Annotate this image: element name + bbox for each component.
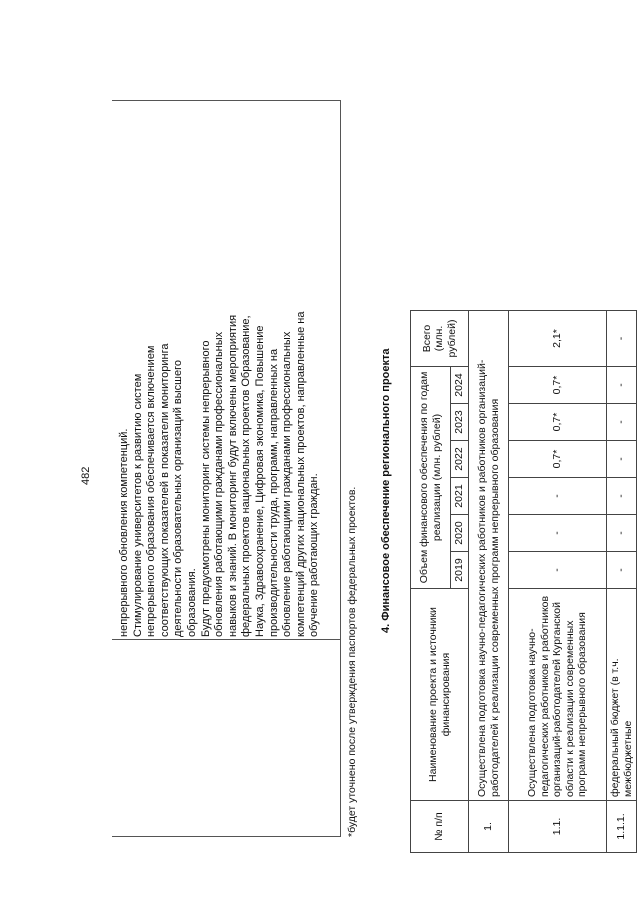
header-name: Наименование проекта и источники финансирования bbox=[411, 589, 469, 801]
header-volume: Объем финансового обеспечения по годам реализации (млн. рублей) bbox=[411, 367, 451, 589]
header-year: 2022 bbox=[451, 441, 469, 478]
upper-text-line: Будут предусмотрены мониторинг системы непрерывного bbox=[199, 340, 212, 637]
section-title: 4. Финансовое обеспечение регионального проекта bbox=[380, 348, 392, 633]
upper-text-line: непрерывного обновления компетенций. bbox=[118, 428, 130, 637]
upper-table-column-divider bbox=[112, 639, 340, 640]
header-total: Всего (млн. рублей) bbox=[411, 311, 469, 367]
row-value: - bbox=[607, 552, 637, 589]
header-num: № п/п bbox=[411, 801, 469, 853]
finance-table bbox=[410, 310, 637, 853]
row-value: - bbox=[607, 404, 637, 441]
header-row bbox=[411, 311, 451, 853]
upper-table-text bbox=[118, 105, 322, 637]
header-year: 2021 bbox=[451, 478, 469, 515]
row-num: 1.1. bbox=[509, 801, 607, 853]
upper-text-line: Стимулирование университетов к развитию систем bbox=[131, 373, 144, 637]
upper-text-line: компетенций других национальных проектов, направленные на bbox=[294, 311, 307, 637]
row-value: - bbox=[607, 515, 637, 552]
upper-text-line: непрерывного образования обеспечивается включением bbox=[145, 345, 158, 637]
upper-text-line: соответствующих показателей в показатели мониторинга bbox=[158, 343, 171, 637]
header-year: 2023 bbox=[451, 404, 469, 441]
row-value: - bbox=[509, 515, 607, 552]
upper-text-line: обновления работающими гражданами профессиональных bbox=[213, 331, 226, 637]
upper-text-line: обучение работающих граждан. bbox=[308, 473, 321, 637]
upper-text-line: обновление работающими гражданами профессиональных bbox=[281, 331, 294, 637]
header-year: 2019 bbox=[451, 552, 469, 589]
footnote: *будет уточнено после утверждения паспортов федеральных проектов. bbox=[346, 486, 358, 837]
row-value: - bbox=[607, 478, 637, 515]
header-year: 2024 bbox=[451, 367, 469, 404]
upper-text-line: Наука, Здравоохранение, Цифровая экономика, Повышение bbox=[253, 325, 266, 637]
row-total: - bbox=[607, 311, 637, 367]
row-value: - bbox=[509, 552, 607, 589]
header-year: 2020 bbox=[451, 515, 469, 552]
row-span-text: Осуществлена подготовка научно-педагогических работников и работников организаций-работодателей к реализации современных программ непрерывного образования bbox=[469, 311, 509, 801]
row-total: 2,1* bbox=[509, 311, 607, 367]
page-number: 482 bbox=[80, 466, 92, 485]
row-value: 0,7* bbox=[509, 441, 607, 478]
row-value: - bbox=[607, 441, 637, 478]
upper-text-line: федеральных проектов национальных проектов Образование, bbox=[240, 315, 253, 637]
row-value: 0,7* bbox=[509, 404, 607, 441]
table-row bbox=[607, 311, 637, 853]
row-num: 1.1.1. bbox=[607, 801, 637, 853]
upper-text-line: деятельности образовательных организаций высшего bbox=[172, 360, 185, 637]
upper-text-line: образования. bbox=[185, 568, 198, 637]
row-num: 1. bbox=[469, 801, 509, 853]
row-value: - bbox=[509, 478, 607, 515]
row-name: Осуществлена подготовка научно-педагогических работников и работников организаций-работодателей Курганской области к реализации современных программ непрерывного образования bbox=[509, 589, 607, 801]
row-name: федеральный бюджет (в т.ч. межбюджетные bbox=[607, 589, 637, 801]
upper-text-line: производительности труда, программ, направленных на bbox=[267, 348, 280, 637]
table-row bbox=[509, 311, 607, 853]
upper-text-line: навыков и знаний. В мониторинг будут включены мероприятия bbox=[226, 314, 239, 637]
table-row bbox=[469, 311, 509, 853]
row-value: - bbox=[607, 367, 637, 404]
row-value: 0,7* bbox=[509, 367, 607, 404]
